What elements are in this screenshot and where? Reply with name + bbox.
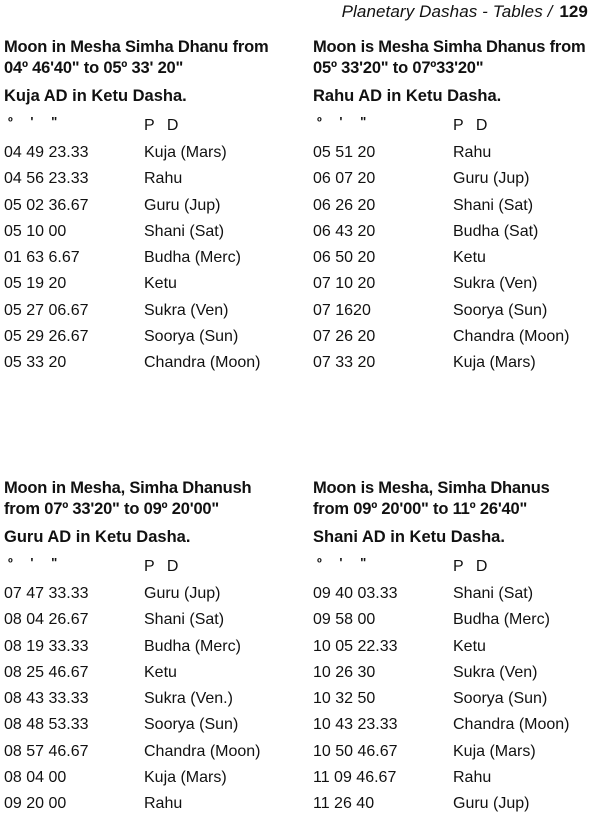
table-row	[313, 664, 600, 690]
column-header	[313, 555, 600, 580]
column-header	[4, 114, 296, 139]
planet-cell: Guru (Jup)	[453, 795, 530, 813]
time-cell: 10 50 46.67	[313, 742, 398, 760]
table-row	[313, 249, 600, 275]
table-row	[313, 275, 600, 301]
time-cell: 06 50 20	[313, 249, 376, 267]
dasha-block-rahu	[313, 37, 600, 381]
table-row	[4, 170, 296, 196]
table-row	[313, 223, 600, 249]
planet-cell: Chandra (Moon)	[144, 354, 261, 372]
block-heading-line-2: 05º 33'20" to 07º33'20"	[313, 59, 484, 77]
time-cell: 07 26 20	[313, 328, 376, 346]
pd-header: P D	[453, 117, 492, 134]
planet-cell: Budha (Merc)	[144, 637, 241, 655]
planet-cell: Rahu	[144, 170, 183, 188]
table-row	[4, 144, 296, 170]
table-row	[313, 354, 600, 380]
block-subheading: Kuja AD in Ketu Dasha.	[4, 87, 187, 105]
units-header: º ' "	[8, 555, 58, 570]
planet-cell: Chandra (Moon)	[453, 716, 570, 734]
time-cell: 09 40 03.33	[313, 585, 398, 602]
table-row	[313, 611, 600, 637]
table-row	[313, 302, 600, 328]
table-row	[4, 302, 296, 328]
dasha-block-kuja	[4, 37, 296, 381]
planet-cell: Chandra (Moon)	[453, 328, 570, 346]
pd-header: P D	[144, 558, 183, 575]
pd-header: P D	[453, 558, 492, 575]
table-row	[313, 170, 600, 196]
time-cell: 07 1620	[313, 301, 371, 319]
table-row	[313, 144, 600, 170]
planet-cell: Sukra (Ven)	[144, 301, 229, 319]
time-cell: 05 33 20	[4, 354, 67, 372]
time-cell: 01 63 6.67	[4, 249, 80, 267]
block-heading-line-1: Moon is Mesha Simha Dhanus from	[313, 38, 586, 56]
planet-cell: Soorya (Sun)	[453, 301, 548, 319]
table-row	[4, 716, 296, 742]
planet-cell: Chandra (Moon)	[144, 742, 261, 760]
time-cell: 10 32 50	[313, 690, 376, 708]
time-cell: 05 19 20	[4, 275, 67, 293]
table-row	[4, 743, 296, 769]
planet-cell: Soorya (Sun)	[144, 328, 239, 346]
planet-cell: Kuja (Mars)	[144, 144, 227, 161]
time-cell: 04 49 23.33	[4, 144, 89, 161]
dasha-table	[4, 144, 296, 381]
planet-cell: Kuja (Mars)	[453, 354, 536, 372]
time-cell: 08 48 53.33	[4, 716, 89, 734]
table-row	[4, 769, 296, 795]
time-cell: 11 09 46.67	[313, 769, 397, 787]
planet-cell: Sukra (Ven)	[453, 275, 538, 293]
units-header: º ' "	[8, 114, 58, 129]
planet-cell: Shani (Sat)	[453, 196, 534, 214]
table-row	[4, 275, 296, 301]
time-cell: 08 57 46.67	[4, 742, 89, 760]
table-row	[313, 638, 600, 664]
planet-cell: Sukra (Ven.)	[144, 690, 233, 708]
page-number: 129	[559, 2, 588, 21]
time-cell: 09 58 00	[313, 611, 376, 629]
planet-cell: Rahu	[144, 795, 183, 813]
time-cell: 06 43 20	[313, 222, 376, 240]
time-cell: 07 47 33.33	[4, 585, 89, 602]
planet-cell: Ketu	[144, 663, 177, 681]
column-header	[313, 114, 600, 139]
time-cell: 09 20 00	[4, 795, 67, 813]
time-cell: 08 25 46.67	[4, 663, 89, 681]
units-header: º ' "	[317, 114, 367, 129]
planet-cell: Guru (Jup)	[144, 585, 221, 602]
time-cell: 08 04 26.67	[4, 611, 89, 629]
table-row	[313, 197, 600, 223]
header-separator: /	[547, 2, 553, 21]
dasha-block-shani	[313, 478, 600, 822]
table-row	[4, 223, 296, 249]
planet-cell: Kuja (Mars)	[453, 742, 536, 760]
table-row	[313, 690, 600, 716]
time-cell: 10 43 23.33	[313, 716, 398, 734]
time-cell: 11 26 40	[313, 795, 375, 813]
block-heading-line-1: Moon in Mesha, Simha Dhanush	[4, 479, 252, 497]
pd-header: P D	[144, 117, 183, 134]
table-row	[4, 354, 296, 380]
planet-cell: Soorya (Sun)	[453, 690, 548, 708]
units-header: º ' "	[317, 555, 367, 570]
dasha-table	[313, 144, 600, 381]
table-row	[4, 611, 296, 637]
table-row	[313, 769, 600, 795]
time-cell: 10 26 30	[313, 663, 376, 681]
time-cell: 07 33 20	[313, 354, 376, 372]
table-row	[4, 664, 296, 690]
block-heading-line-2: from 09º 20'00" to 11º 26'40"	[313, 500, 528, 518]
block-heading-line-1: Moon is Mesha, Simha Dhanus	[313, 479, 550, 497]
planet-cell: Shani (Sat)	[144, 611, 225, 629]
planet-cell: Rahu	[453, 769, 492, 787]
time-cell: 07 10 20	[313, 275, 376, 293]
time-cell: 05 51 20	[313, 144, 376, 161]
time-cell: 06 07 20	[313, 170, 376, 188]
running-header	[342, 2, 588, 22]
time-cell: 05 10 00	[4, 222, 67, 240]
table-row	[4, 585, 296, 611]
planet-cell: Kuja (Mars)	[144, 769, 227, 787]
planet-cell: Guru (Jup)	[144, 196, 221, 214]
planet-cell: Ketu	[453, 637, 486, 655]
time-cell: 08 43 33.33	[4, 690, 89, 708]
planet-cell: Ketu	[144, 275, 177, 293]
table-row	[4, 249, 296, 275]
table-row	[4, 197, 296, 223]
time-cell: 06 26 20	[313, 196, 376, 214]
dasha-table	[4, 585, 296, 822]
table-row	[4, 795, 296, 821]
planet-cell: Budha (Merc)	[453, 611, 550, 629]
table-row	[313, 585, 600, 611]
block-subheading: Rahu AD in Ketu Dasha.	[313, 87, 502, 105]
block-heading-line-2: 04º 46'40" to 05º 33' 20"	[4, 59, 184, 77]
table-row	[313, 795, 600, 821]
table-row	[4, 690, 296, 716]
time-cell: 10 05 22.33	[313, 637, 398, 655]
block-subheading: Shani AD in Ketu Dasha.	[313, 528, 505, 546]
time-cell: 08 04 00	[4, 769, 67, 787]
block-subheading: Guru AD in Ketu Dasha.	[4, 528, 191, 546]
time-cell: 05 29 26.67	[4, 328, 89, 346]
planet-cell: Shani (Sat)	[453, 585, 534, 602]
time-cell: 08 19 33.33	[4, 637, 89, 655]
time-cell: 05 27 06.67	[4, 301, 89, 319]
table-row	[313, 328, 600, 354]
table-row	[313, 743, 600, 769]
planet-cell: Soorya (Sun)	[144, 716, 239, 734]
column-header	[4, 555, 296, 580]
table-row	[4, 328, 296, 354]
header-title: Planetary Dashas - Tables	[341, 2, 543, 21]
dasha-block-guru	[4, 478, 296, 822]
time-cell: 04 56 23.33	[4, 170, 89, 188]
planet-cell: Guru (Jup)	[453, 170, 530, 188]
planet-cell: Budha (Sat)	[453, 222, 539, 240]
table-row	[4, 638, 296, 664]
block-heading-line-2: from 07º 33'20" to 09º 20'00"	[4, 500, 220, 518]
planet-cell: Ketu	[453, 249, 486, 267]
table-row	[313, 716, 600, 742]
block-heading-line-1: Moon in Mesha Simha Dhanu from	[4, 38, 269, 56]
planet-cell: Sukra (Ven)	[453, 663, 538, 681]
planet-cell: Shani (Sat)	[144, 222, 225, 240]
planet-cell: Rahu	[453, 144, 492, 161]
dasha-table	[313, 585, 600, 822]
time-cell: 05 02 36.67	[4, 196, 89, 214]
planet-cell: Budha (Merc)	[144, 249, 241, 267]
